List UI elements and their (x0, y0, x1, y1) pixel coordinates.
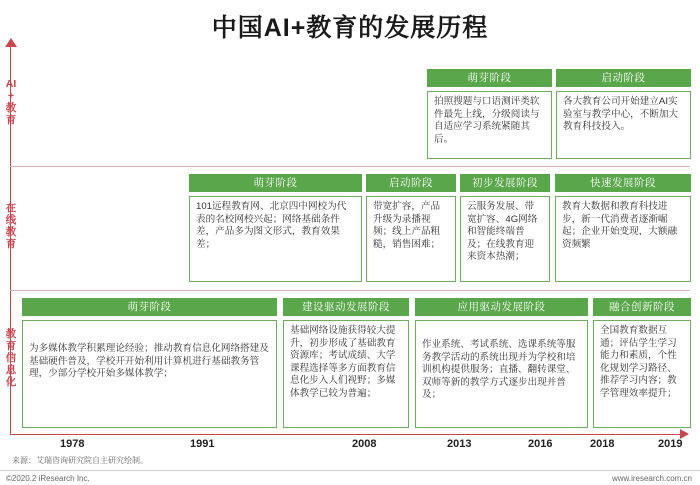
stage-online-launch (366, 174, 456, 282)
page-title: 中国AI+教育的发展历程 (211, 14, 489, 42)
stage-info-app (415, 298, 588, 428)
stage-description: 全国教育数据互通；评估学生学习能力和素质，个性化规划学习路径、推荐学习内容；教学管理效率提升； (593, 320, 691, 428)
year-label: 1991 (190, 438, 215, 450)
footer-divider (0, 470, 700, 471)
stage-title: 启动阶段 (366, 174, 456, 192)
year-label: 1978 (60, 438, 85, 450)
row-label-info: 教 育 信 息 化 (5, 328, 17, 388)
stage-title: 启动阶段 (556, 69, 691, 87)
stage-description: 带宽扩容，产品升级为录播视频；线上产品粗糙，销售困难； (366, 196, 456, 282)
row-label-ai: AI + 教 育 (5, 78, 17, 126)
stage-description: 101远程教育网、北京四中网校为代表的名校网校兴起；网络基础条件差，产品多为图文形式，教育效果差； (189, 196, 362, 282)
stage-online-early (460, 174, 550, 282)
x-axis-line (10, 434, 682, 435)
website-text: www.iresearch.com.cn (611, 474, 692, 483)
stage-title: 初步发展阶段 (460, 174, 550, 192)
stage-title: 建设驱动发展阶段 (283, 298, 409, 316)
year-label: 2013 (447, 438, 472, 450)
stage-ai-launch (556, 69, 691, 159)
stage-info-fusion (593, 298, 691, 428)
stage-title: 萌芽阶段 (22, 298, 277, 316)
year-label: 2008 (352, 438, 377, 450)
stage-description: 为多媒体教学积累理论经验；推动教育信息化网络搭建及基础硬件普及，学校开开始利用计算机进行基础教务管理，少部分学校开始多媒体教学； (22, 320, 277, 428)
stage-ai-sprout (427, 69, 552, 159)
stage-description: 教育大数据和教育科技进步，新一代消费者逐渐崛起；企业开始变现，大额融资频繁 (555, 196, 691, 282)
stage-title: 融合创新阶段 (593, 298, 691, 316)
row-divider-online (10, 290, 690, 291)
source-note: 来源：艾瑞咨询研究院自主研究绘制。 (12, 456, 148, 465)
stage-description: 各大教育公司开始建立AI实验室与教学中心，不断加大教育科技投入。 (556, 91, 691, 159)
year-label: 2016 (528, 438, 553, 450)
stage-description: 作业系统、考试系统、选课系统等服务教学活动的系统出现并为学校和培训机构提供服务；直播、翻转课堂、双师等新的教学方式逐步出现并普及； (415, 320, 588, 428)
stage-title: 萌芽阶段 (189, 174, 362, 192)
stage-info-build (283, 298, 409, 428)
y-axis-arrow (5, 38, 17, 47)
copyright-text: ©2020.2 iResearch Inc. (6, 474, 90, 483)
stage-online-fast (555, 174, 691, 282)
stage-online-sprout (189, 174, 362, 282)
stage-info-sprout (22, 298, 277, 428)
year-label: 2019 (658, 438, 683, 450)
stage-description: 拍照搜题与口语测评类软件最先上线，分级阅读与自适应学习系统紧随其后。 (427, 91, 552, 159)
stage-description: 云服务发展、带宽扩容、4G网络和智能终端普及；在线教育迎来资本热潮； (460, 196, 550, 282)
row-label-online: 在 线 教 育 (5, 202, 17, 250)
year-label: 2018 (590, 438, 615, 450)
row-divider-ai (10, 166, 690, 167)
stage-title: 快速发展阶段 (555, 174, 691, 192)
stage-description: 基础网络设施获得较大提升，初步形成了基础教育资源库；考试成绩、大学课程选择等多方面教育信息化步入人们视野；多媒体教学已较为普遍； (283, 320, 409, 428)
stage-title: 应用驱动发展阶段 (415, 298, 588, 316)
stage-title: 萌芽阶段 (427, 69, 552, 87)
